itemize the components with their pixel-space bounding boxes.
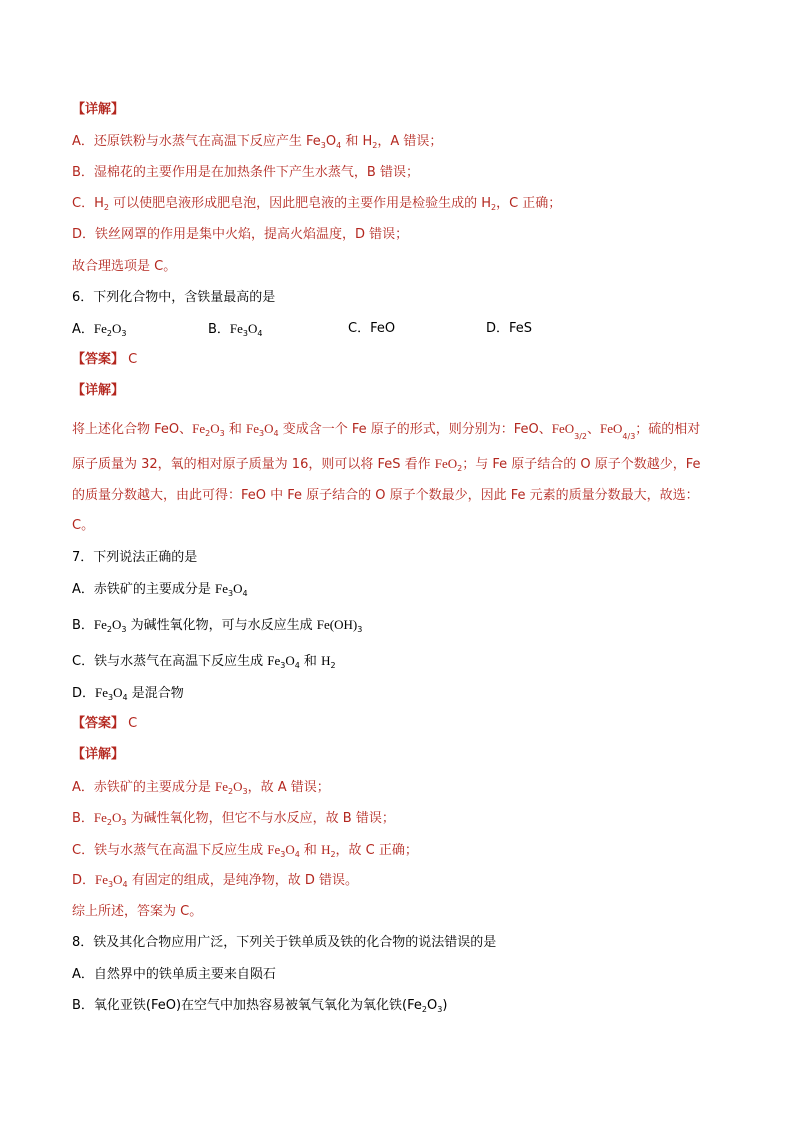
q7-explain-c: C．铁与水蒸气在高温下反应生成 $Fe_3O_4$ 和 $H_2$，故 C 正确； — [72, 842, 418, 859]
q6-option-d: D．FeS — [486, 321, 533, 336]
q7-option-b: B．$Fe_2O_3$ 为碱性氧化物，可与水反应生成 $Fe(OH)_3$ — [72, 617, 363, 634]
q6-explain-2: 原子质量为 32，氧的相对原子质量为 16，则可以将 FeS 看作 FeO$_2$；与 Fe 原子结合的 O 原子个数越少，Fe — [72, 456, 701, 473]
q6-option-a: A．$Fe_2O_3$ — [72, 321, 127, 338]
detail-heading-q7: 【详解】 — [72, 747, 125, 762]
q7-explain-d: D．$Fe_3O_4$ 有固定的组成，是纯净物，故 D 错误。 — [72, 872, 359, 889]
q5-explain-d: D．铁丝网罩的作用是集中火焰，提高火焰温度，D 错误； — [72, 227, 409, 242]
q6-explain-4: C。 — [72, 518, 95, 533]
q6-option-c: C．FeO — [348, 321, 396, 336]
q7-option-c: C．铁与水蒸气在高温下反应生成 $Fe_3O_4$ 和 $H_2$ — [72, 653, 336, 670]
q5-explain-a: A．还原铁粉与水蒸气在高温下反应产生 $Fe_3O_4$ 和 $H_2$，A 错误； — [72, 134, 443, 150]
q6-option-b: B．$Fe_3O_4$ — [208, 321, 263, 338]
q8-option-b: B．氧化亚铁(FeO)在空气中加热容易被氧气氧化为氧化铁$(Fe_2O_3)$ — [72, 998, 448, 1014]
detail-heading-q5: 【详解】 — [72, 102, 125, 117]
q7-answer: 【答案】 C — [72, 716, 138, 731]
q8-stem: 8．铁及其化合物应用广泛，下列关于铁单质及铁的化合物的说法错误的是 — [72, 935, 497, 950]
q7-option-d: D．$Fe_3O_4$ 是混合物 — [72, 685, 184, 702]
q5-conclusion: 故合理选项是 C。 — [72, 259, 177, 274]
q7-option-a: A．赤铁矿的主要成分是 $Fe_3O_4$ — [72, 581, 248, 598]
q6-stem: 6．下列化合物中，含铁量最高的是 — [72, 290, 276, 305]
q7-conclusion: 综上所述，答案为 C。 — [72, 904, 203, 919]
q6-explain-3: 的质量分数越大，由此可得：FeO 中 Fe 原子结合的 O 原子个数最少，因此 Fe 元素的质量分数最大，故选： — [72, 488, 699, 503]
q7-explain-b: B．$Fe_2O_3$ 为碱性氧化物，但它不与水反应，故 B 错误； — [72, 810, 395, 827]
q6-explain-1: 将上述化合物 FeO、$Fe_2O_3$ 和 $Fe_3O_4$ 变成含一个 Fe 原子的形式，则分别为：FeO、FeO3/2、FeO4/3；硫的相对 — [72, 421, 701, 441]
q5-explain-c: C．$H_2$ 可以使肥皂液形成肥皂泡，因此肥皂液的主要作用是检验生成的 $H_2$，C 正确； — [72, 196, 562, 212]
q7-stem: 7．下列说法正确的是 — [72, 550, 198, 565]
detail-heading-q6: 【详解】 — [72, 383, 125, 398]
q5-explain-b: B．湿棉花的主要作用是在加热条件下产生水蒸气，B 错误； — [72, 165, 419, 180]
q7-explain-a: A．赤铁矿的主要成分是 $Fe_2O_3$，故 A 错误； — [72, 779, 330, 796]
q6-answer: 【答案】 C — [72, 352, 138, 367]
q8-option-a: A．自然界中的铁单质主要来自陨石 — [72, 967, 276, 982]
